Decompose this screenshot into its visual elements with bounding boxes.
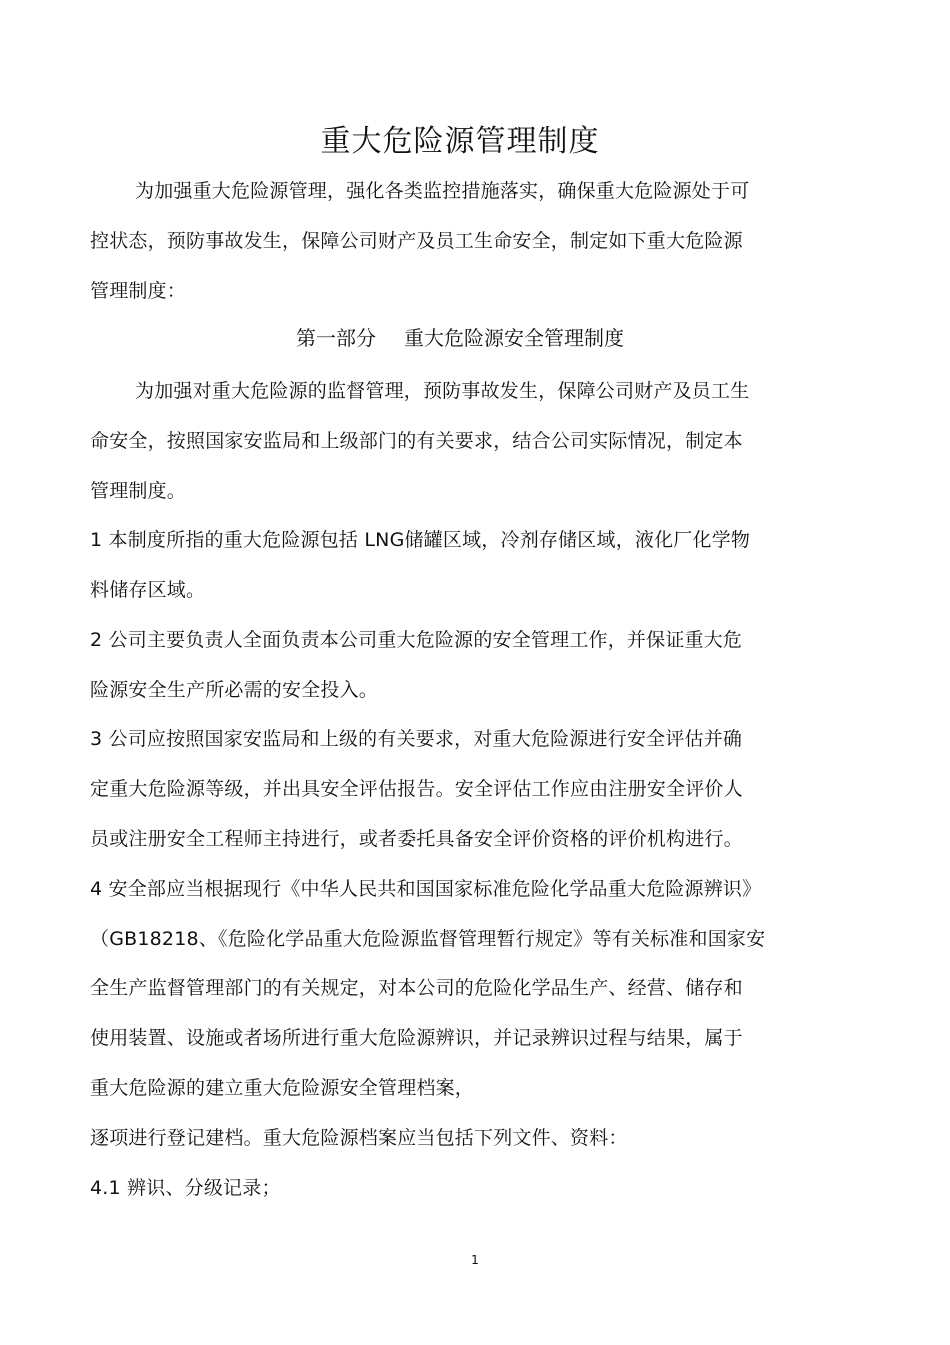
intro-line-3: 管理制度： (90, 280, 187, 302)
intro-line-2: 控状态，预防事故发生，保障公司财产及员工生命安全，制定如下重大危险源 (90, 230, 743, 252)
intro-line-1: 为加强重大危险源管理，强化各类监控措施落实，确保重大危险源处于可 (135, 180, 750, 202)
section-intro-line-2: 命安全，按照国家安监局和上级部门的有关要求，结合公司实际情况，制定本 (90, 430, 743, 452)
clause-line-2: 料储存区域。 (90, 579, 206, 601)
section-part-label: 第一部分 (296, 326, 376, 350)
clause-line-6: 定重大危险源等级，并出具安全评估报告。安全评估工作应由注册安全评价人 (90, 778, 743, 800)
clause-line-3: 2 公司主要负责人全面负责本公司重大危险源的安全管理工作，并保证重大危 (90, 629, 743, 651)
clause-line-7: 员或注册安全工程师主持进行，或者委托具备安全评价资格的评价机构进行。 (90, 828, 743, 850)
section-intro-line-1: 为加强对重大危险源的监督管理，预防事故发生，保障公司财产及员工生 (135, 380, 750, 402)
page-number: 1 (471, 1253, 479, 1267)
clause-line-8: 4 安全部应当根据现行《中华人民共和国国家标准危险化学品重大危险源辨识》 (90, 878, 762, 900)
clause-line-4: 险源安全生产所必需的安全投入。 (90, 679, 379, 701)
clause-line-14: 4.1 辨识、分级记录； (90, 1177, 281, 1199)
section-heading (0, 324, 920, 352)
page-title: 重大危险源管理制度 (320, 124, 600, 159)
clause-line-5: 3 公司应按照国家安监局和上级的有关要求，对重大危险源进行安全评估并确 (90, 728, 743, 750)
section-intro-line-3: 管理制度。 (90, 480, 187, 502)
clause-line-12: 重大危险源的建立重大危险源安全管理档案， (90, 1077, 475, 1099)
clause-line-10: 全生产监督管理部门的有关规定，对本公司的危险化学品生产、经营、储存和 (90, 977, 743, 999)
section-name: 重大危险源安全管理制度 (404, 326, 624, 350)
clause-line-9: （GB18218、《危险化学品重大危险源监督管理暂行规定》等有关标准和国家安 (90, 928, 766, 950)
clause-line-11: 使用装置、设施或者场所进行重大危险源辨识，并记录辨识过程与结果，属于 (90, 1027, 743, 1049)
clause-line-1: 1 本制度所指的重大危险源包括 LNG储罐区域，冷剂存储区域，液化厂化学物 (90, 529, 751, 551)
clause-line-13: 逐项进行登记建档。重大危险源档案应当包括下列文件、资料： (90, 1127, 628, 1149)
